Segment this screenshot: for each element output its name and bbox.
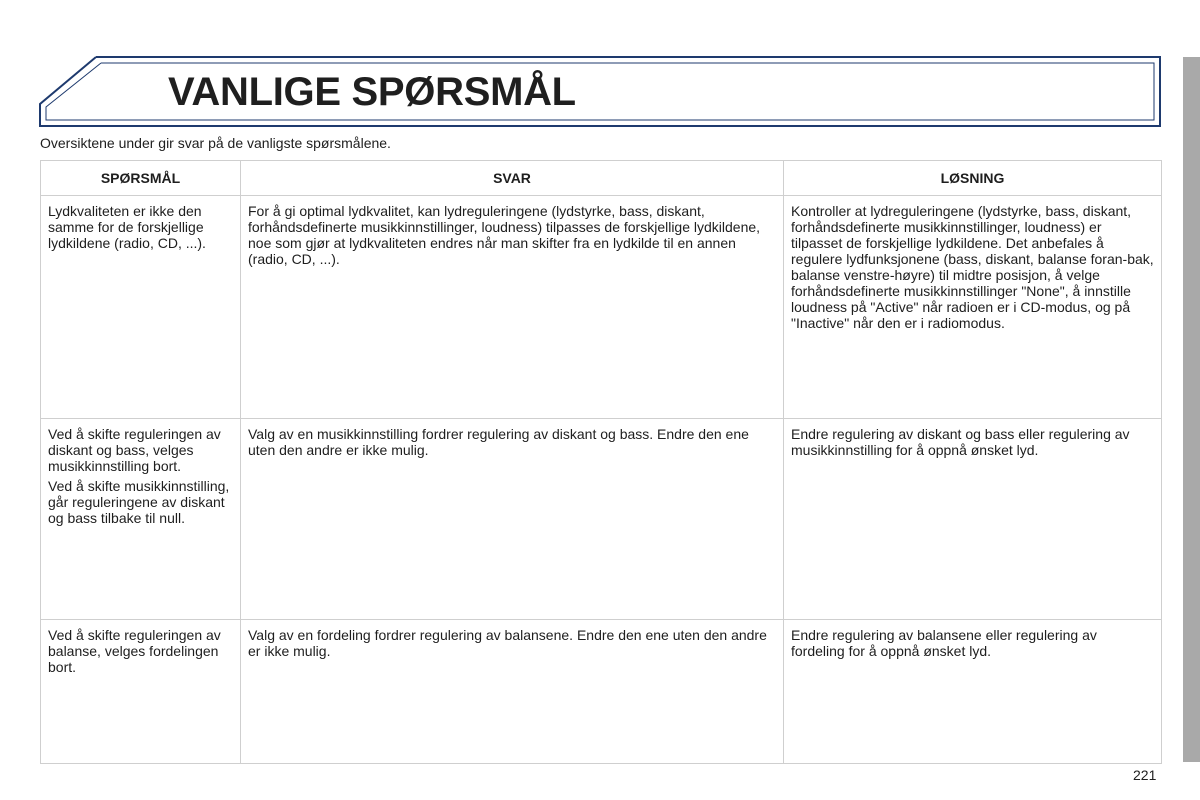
solution-cell [784,196,1162,419]
solution-text: Endre regulering av balansene eller regulering av fordeling for å oppnå ønsket lyd. [791,627,1097,659]
table-row [41,196,1162,419]
answer-cell [241,620,784,764]
question-text: Ved å skifte musikkinnstilling, går reguleringene av diskant og bass tilbake til null. [48,478,230,526]
chapter-tab [1183,57,1200,762]
answer-text: Valg av en musikkinnstilling fordrer regulering av diskant og bass. Endre den ene uten den andre er ikke mulig. [248,426,749,458]
table-header-row [41,161,1162,196]
question-cell [41,419,241,620]
answer-cell [241,419,784,620]
solution-cell [784,419,1162,620]
faq-table [40,160,1162,764]
header-question: SPØRSMÅL [41,161,241,196]
solution-text: Kontroller at lydreguleringene (lydstyrke, bass, diskant, forhåndsdefinerte musikkinnstillinger, loudness) er tilpasset de forskjellige lydkildene. Det anbefales å regulere lydfunksjonene (bass, diskant, balanse foran-bak, balanse venstre-høyre) til midtre posisjon, å velge forhåndsdefinerte musikkinnstillinger "None", å innstille loudness på "Active" når radioen er i CD-modus, og på "Inactive" når den er i radiomodus. [791,203,1154,331]
table-row [41,419,1162,620]
answer-cell [241,196,784,419]
solution-cell [784,620,1162,764]
question-cell [41,196,241,419]
question-text: Lydkvaliteten er ikke den samme for de forskjellige lydkildene (radio, CD, ...). [48,203,206,251]
page-number: 221 [1133,767,1157,783]
table-row [41,620,1162,764]
answer-text: Valg av en fordeling fordrer regulering av balansene. Endre den ene uten den andre er ikke mulig. [248,627,767,659]
page-title: VANLIGE SPØRSMÅL [168,70,576,114]
question-text: Ved å skifte reguleringen av diskant og bass, velges musikkinnstilling bort. [48,426,221,474]
header-answer: SVAR [241,161,784,196]
answer-text: For å gi optimal lydkvalitet, kan lydreguleringene (lydstyrke, bass, diskant, forhåndsdefinerte musikkinnstillinger, loudness) tilpasses de forskjellige lydkildene, noe som gjør at lydkvaliteten endres når man skifter fra en lydkilde til en annen (radio, CD, ...). [248,203,761,267]
header-solution: LØSNING [784,161,1162,196]
intro-text: Oversiktene under gir svar på de vanligste spørsmålene. [40,135,391,151]
question-cell [41,620,241,764]
question-text: Ved å skifte reguleringen av balanse, velges fordelingen bort. [48,627,221,675]
solution-text: Endre regulering av diskant og bass eller regulering av musikkinnstilling for å oppnå ønsket lyd. [791,426,1130,458]
